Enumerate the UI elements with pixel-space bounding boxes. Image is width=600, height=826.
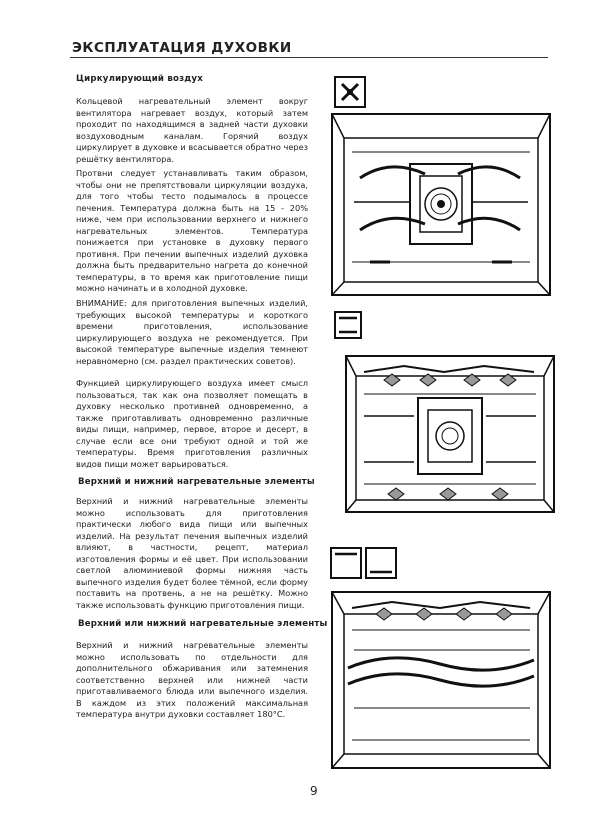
bottom-heat-symbol-icon <box>365 547 397 579</box>
section-heading-fan: Циркулирующий воздух <box>76 74 203 84</box>
paragraph: Кольцевой нагревательный элемент вокруг вентилятора нагревает воздух, который затем проходит по находящимся в задней части духовки воздуховодным каналам. Горячий воздух циркулирует в духовке и всасывается обратно через решётку вентилятора. <box>76 96 308 164</box>
oven-diagram-top-or-bottom <box>330 590 552 770</box>
paragraph: Протвни следует устанавливать таким образом, чтобы они не препятствовали циркуляции воздуха, для того чтобы тесто подымалось в процессе печения. Температура должна быть на 15 - 20% ниже, чем при использовании верхнего и нижнего нагревательных элементов. Температура понижается при установке в духовку первого противня. При печении выпечных изделий духовка должна быть предварительно нагрета до конечной температуры, в то время как приготовление пищи можно начинать и в холодной духовке. <box>76 168 308 293</box>
paragraph: Верхний и нижний нагревательные элементы можно использовать по отдельности для дополнительного обжаривания или затемнения соответственно верхней или нижней части приготавливаемого блюда или выпечного изделия. В каждом из этих положений максимальная температура внутри духовки составляет 180°C. <box>76 640 308 719</box>
title-rule <box>70 57 548 58</box>
top-bottom-heat-symbol-icon <box>334 311 362 339</box>
oven-diagram-top-bottom <box>344 354 556 514</box>
paragraph: Функцией циркулирующего воздуха имеет смысл пользоваться, так как она позволяет помещать в духовку несколько противней одновременно, а также приготавливать одновременно различные виды пищи, например, первое, второе и десерт, в случае если все они требуют одной и той же температуры. Время приготовления различных видов пищи может варьироваться. <box>76 378 308 469</box>
paragraph: ВНИМАНИЕ: для приготовления выпечных изделий, требующих высокой температуры и короткого времени приготовления, использование циркулирующего воздуха не рекомендуется. При высокой температуре выпечные изделия темнеют неравномерно (см. раздел практических советов). <box>76 298 308 366</box>
oven-diagram-fan <box>330 112 552 297</box>
paragraph: Верхний и нижний нагревательные элементы можно использовать для приготовления практически любого вида пищи или выпечных изделий. На результат печения выпечных изделий влияют, в частности, рецепт, материал изготовления формы и её цвет. При использовании светлой алюминиевой формы нижняя часть выпечного изделия будет более тёмной, если форму поставить на протвень, а не на решётку. Можно также использовать функцию приготовления пищи. <box>76 496 308 610</box>
fan-symbol-icon <box>334 76 366 108</box>
section-heading-top-bottom: Верхний и нижний нагревательные элементы <box>78 477 315 487</box>
page-title: ЭКСПЛУАТАЦИЯ ДУХОВКИ <box>72 40 292 56</box>
top-heat-symbol-icon <box>330 547 362 579</box>
section-heading-top-or-bottom: Верхний или нижний нагревательные элементы <box>78 619 328 629</box>
page-number: 9 <box>310 784 318 798</box>
